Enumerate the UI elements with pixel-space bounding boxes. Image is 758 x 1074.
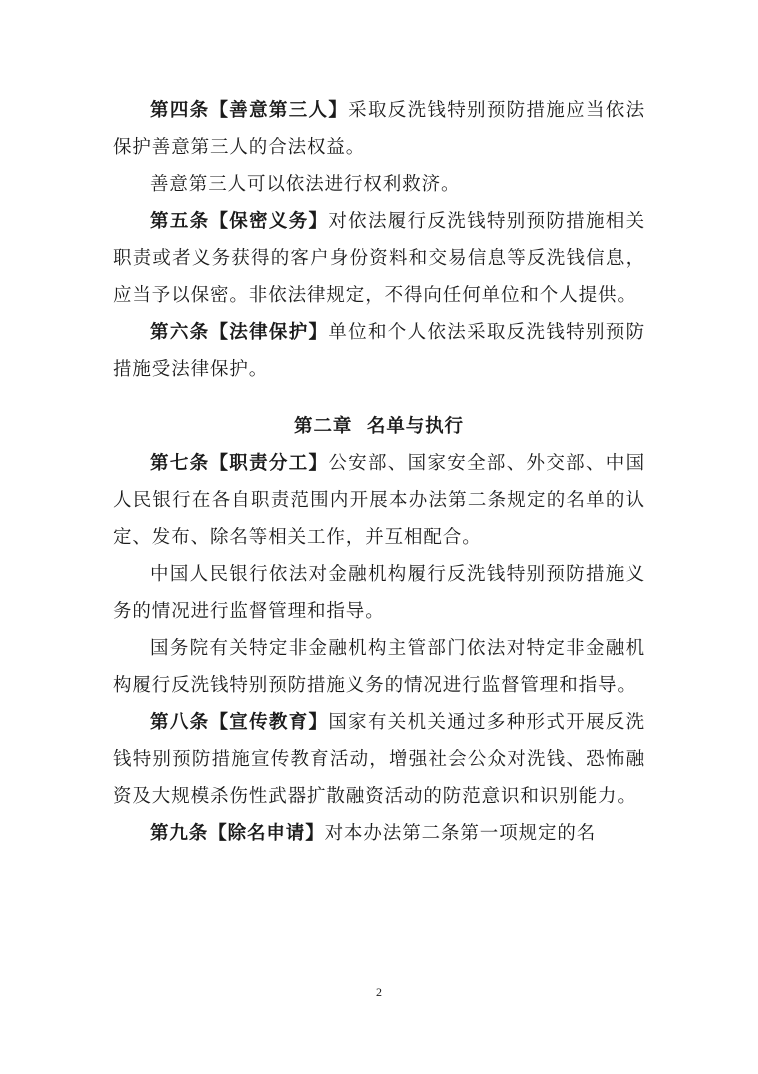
article-5 (113, 203, 645, 314)
article-heading: 第四条【善意第三人】 (150, 100, 349, 121)
article-heading: 第五条【保密义务】 (150, 211, 329, 232)
article-text: 采取反洗钱特别预防措施应当依法保护善意第三人的合法权益。 (113, 100, 645, 158)
article-heading: 第六条【法律保护】 (150, 322, 329, 343)
section-spacer (113, 388, 645, 408)
article-4 (113, 92, 645, 166)
article-4-paragraph-2 (113, 166, 645, 203)
article-heading: 第九条【除名申请】 (150, 823, 325, 844)
article-9 (113, 815, 645, 852)
document-body (113, 92, 645, 852)
article-heading: 第七条【职责分工】 (150, 453, 329, 474)
article-text: 单位和个人依法采取反洗钱特别预防措施受法律保护。 (113, 322, 646, 380)
article-8 (113, 704, 645, 815)
article-text: 国务院有关特定非金融机构主管部门依法对特定非金融机构履行反洗钱特别预防措施义务的情况进行监督管理和指导。 (113, 638, 645, 696)
article-7 (113, 445, 645, 556)
article-text: 公安部、国家安全部、外交部、中国人民银行在各自职责范围内开展本办法第二条规定的名单的认定、发布、除名等相关工作，并互相配合。 (113, 453, 646, 548)
article-7-paragraph-2 (113, 556, 645, 630)
article-text: 善意第三人可以依法进行权利救济。 (150, 174, 461, 195)
article-text: 对本办法第二条第一项规定的名 (324, 823, 597, 844)
article-heading: 第八条【宣传教育】 (150, 712, 329, 733)
page-number: 2 (376, 985, 382, 999)
article-6 (113, 314, 645, 388)
article-text: 中国人民银行依法对金融机构履行反洗钱特别预防措施义务的情况进行监督管理和指导。 (113, 564, 645, 622)
article-text: 对依法履行反洗钱特别预防措施相关职责或者义务获得的客户身份资料和交易信息等反洗钱信息，应当予以保密。非依法律规定，不得向任何单位和个人提供。 (113, 211, 646, 306)
chapter-title: 第二章 名单与执行 (294, 416, 464, 437)
article-text: 国家有关机关通过多种形式开展反洗钱特别预防措施宣传教育活动，增强社会公众对洗钱、恐怖融资及大规模杀伤性武器扩散融资活动的防范意识和识别能力。 (113, 712, 646, 807)
article-7-paragraph-3 (113, 630, 645, 704)
